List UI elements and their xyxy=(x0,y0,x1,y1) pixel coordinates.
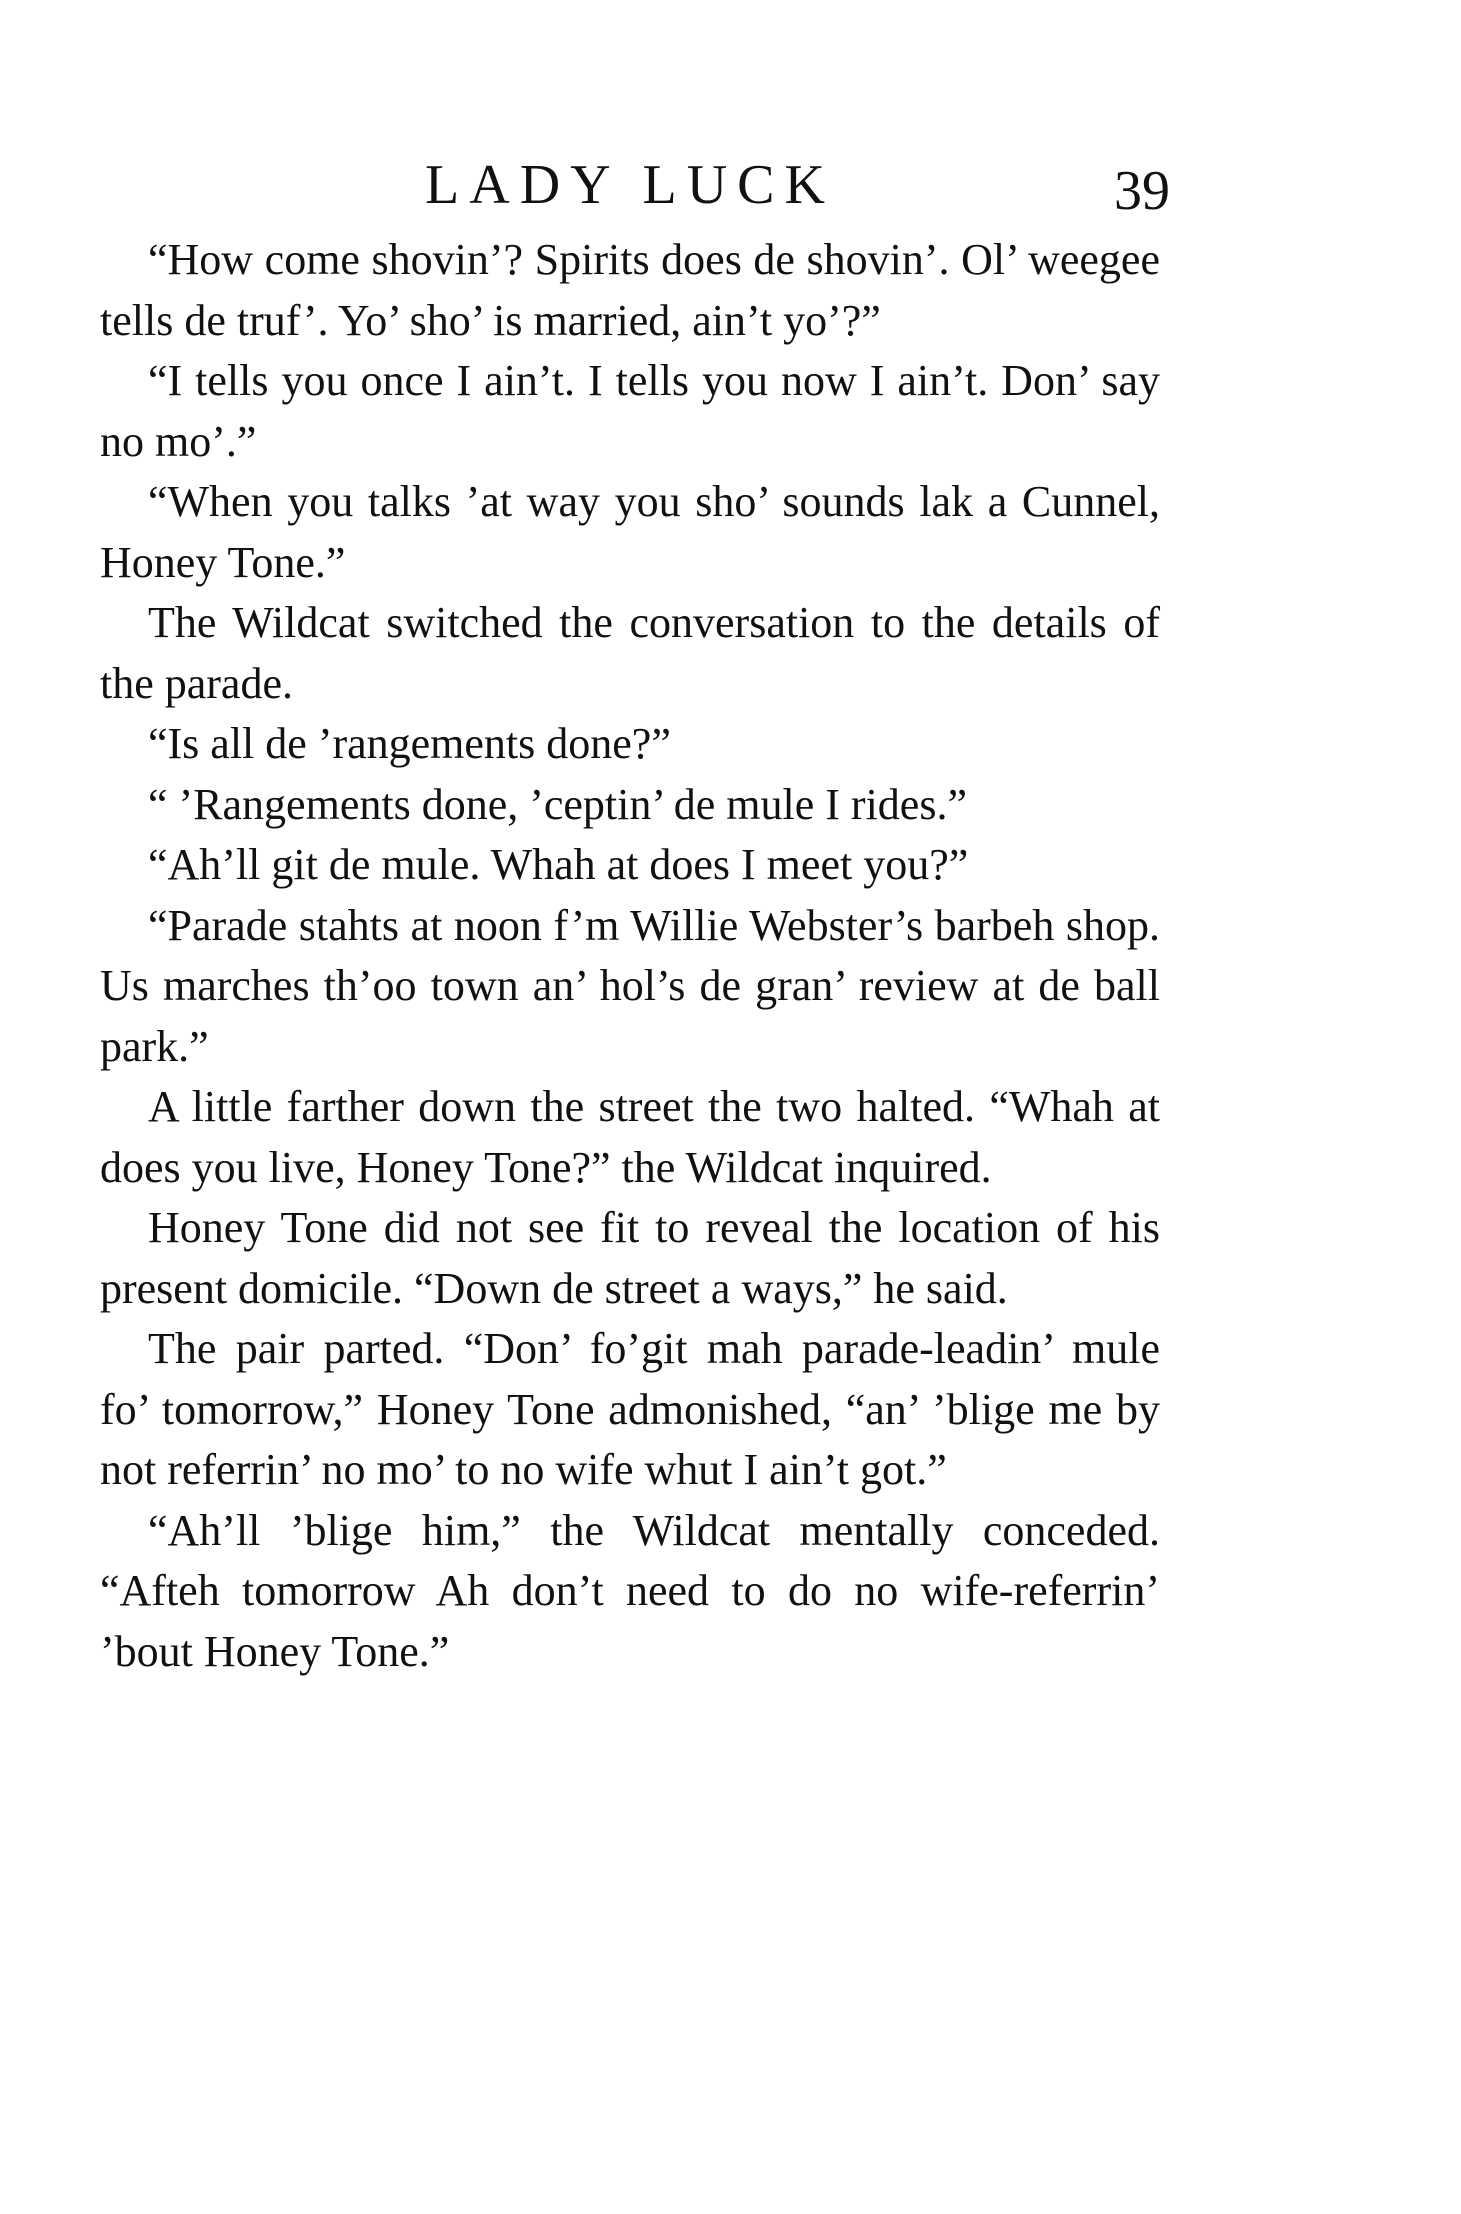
paragraph: “Parade stahts at noon f’m Willie Webster’s barbeh shop. Us marches th’oo town an’ hol’s de gran’ review at de ball park.” xyxy=(100,900,1160,1071)
paragraph: Honey Tone did not see fit to reveal the location of his present domicile. “Down de street a ways,” he said. xyxy=(100,1203,1160,1313)
page-number: 39 xyxy=(1114,160,1170,222)
paragraph: “Ah’ll git de mule. Whah at does I meet you?” xyxy=(148,840,969,889)
running-head xyxy=(100,150,1170,222)
paragraph: The Wildcat switched the conversation to the details of the parade. xyxy=(100,598,1160,708)
paragraph: “When you talks ’at way you sho’ sounds lak a Cunnel, Honey Tone.” xyxy=(100,477,1160,587)
paragraph: A little farther down the street the two halted. “Whah at does you live, Honey Tone?” the Wildcat inquired. xyxy=(100,1082,1160,1192)
paragraph: “Ah’ll ’blige him,” the Wildcat mentally conceded. “Afteh tomorrow Ah don’t need to do no wife-referrin’ ’bout Honey Tone.” xyxy=(100,1505,1160,1676)
paragraph: “How come shovin’? Spirits does de shovin’. Ol’ weegee tells de truf’. Yo’ sho’ is married, ain’t yo’?” xyxy=(100,235,1160,345)
paragraph: “ ’Rangements done, ’ceptin’ de mule I rides.” xyxy=(148,779,967,829)
body-text xyxy=(100,230,1160,1682)
paragraph: The pair parted. “Don’ fo’git mah parade-leadin’ mule fo’ tomorrow,” Honey Tone admonished, “an’ ’blige me by not referrin’ no mo’ to no wife whut I ain’t got.” xyxy=(100,1324,1160,1494)
paragraph: “I tells you once I ain’t. I tells you now I ain’t. Don’ say no mo’.” xyxy=(100,356,1160,466)
book-page xyxy=(100,150,1170,1682)
running-title: LADY LUCK xyxy=(425,154,835,216)
paragraph: “Is all de ’rangements done?” xyxy=(148,719,671,768)
